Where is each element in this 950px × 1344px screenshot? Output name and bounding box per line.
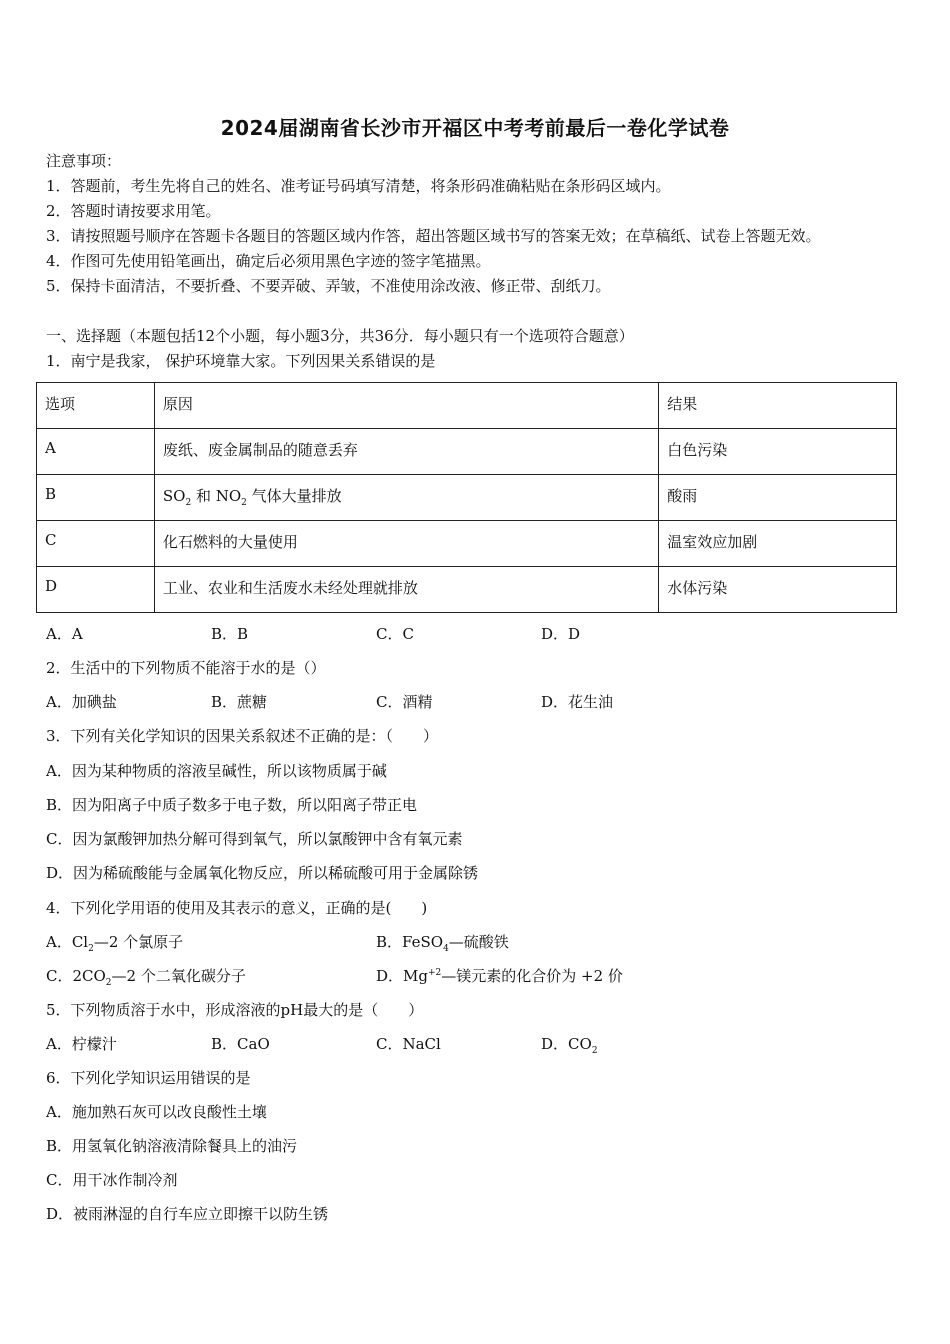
- subscript: 4: [443, 944, 449, 954]
- row-result: 白色污染: [659, 429, 897, 475]
- option-text: A．Cl: [46, 933, 89, 951]
- q6-option-b: B．用氢氧化钠溶液清除餐具上的油污: [46, 1137, 298, 1155]
- table-row: [37, 429, 897, 475]
- superscript: +2: [428, 968, 442, 978]
- q3-option-c: C．因为氯酸钾加热分解可得到氧气，所以氯酸钾中含有氧元素: [46, 830, 463, 848]
- q3-option-b: B．因为阳离子中质子数多于电子数，所以阳离子带正电: [46, 796, 418, 814]
- notice-item-4: 4．作图可先使用铅笔画出，确定后必须用黑色字迹的签字笔描黑。: [46, 252, 491, 270]
- q2-option-d: D．花生油: [541, 693, 614, 711]
- formula-text: 和 NO: [191, 487, 242, 505]
- formula-text: SO: [162, 487, 186, 505]
- q6-option-d: D．被雨淋湿的自行车应立即擦干以防生锈: [46, 1205, 329, 1223]
- row-option: C: [37, 521, 155, 567]
- q1-stem: 1．南宁是我家， 保护环境靠大家。下列因果关系错误的是: [46, 352, 436, 370]
- formula-text: 气体大量排放: [246, 487, 342, 505]
- q6-option-c: C．用干冰作制冷剂: [46, 1171, 178, 1189]
- q4-option-b: [376, 932, 509, 952]
- q5-option-b: B．CaO: [211, 1035, 270, 1053]
- header-cause: 原因: [154, 383, 658, 429]
- notice-heading: 注意事项：: [46, 152, 122, 170]
- q6-option-a: A．施加熟石灰可以改良酸性土壤: [46, 1103, 267, 1121]
- notice-item-3: 3．请按照题号顺序在答题卡各题目的答题区域内作答，超出答题区域书写的答案无效；在草稿纸、试卷上答题无效。: [46, 227, 821, 245]
- row-result: 酸雨: [659, 475, 897, 521]
- row-option: D: [37, 567, 155, 613]
- subscript: 2: [591, 1046, 598, 1056]
- q2-stem: 2．生活中的下列物质不能溶于水的是（）: [46, 659, 326, 677]
- row-cause: [154, 475, 658, 521]
- notice-item-1: 1．答题前，考生先将自己的姓名、准考证号码填写清楚，将条形码准确粘贴在条形码区域内。: [46, 177, 671, 195]
- option-text: B．FeSO: [376, 933, 444, 951]
- notice-item-2: 2．答题时请按要求用笔。: [46, 202, 221, 220]
- row-result: 温室效应加剧: [659, 521, 897, 567]
- q4-option-d: [376, 966, 623, 986]
- option-text: —2 个二氧化碳分子: [111, 967, 246, 985]
- q1-option-b: B．B: [211, 625, 249, 643]
- q3-option-a: A．因为某种物质的溶液呈碱性，所以该物质属于碱: [46, 762, 387, 780]
- table-row: [37, 521, 897, 567]
- q4-option-a: [46, 932, 183, 952]
- q4-option-c: [46, 966, 246, 986]
- q1-option-d: D．D: [541, 625, 581, 643]
- option-text: —镁元素的化合价为 +2 价: [441, 967, 623, 985]
- q5-option-d: [541, 1034, 598, 1054]
- q2-option-c: C．酒精: [376, 693, 433, 711]
- option-text: C．2CO: [46, 967, 106, 985]
- subscript: 2: [88, 944, 94, 954]
- q1-option-a: A．A: [46, 625, 83, 643]
- exam-title: 2024届湖南省长沙市开福区中考考前最后一卷化学试卷: [220, 116, 730, 140]
- q3-option-d: D．因为稀硫酸能与金属氧化物反应，所以稀硫酸可用于金属除锈: [46, 864, 479, 882]
- q1-table: [36, 382, 897, 613]
- notice-item-5: 5．保持卡面清洁，不要折叠、不要弄破、弄皱，不准使用涂改液、修正带、刮纸刀。: [46, 277, 611, 295]
- row-option: A: [37, 429, 155, 475]
- option-text: D．CO: [541, 1035, 592, 1053]
- q5-stem: 5．下列物质溶于水中，形成溶液的pH最大的是（ ）: [46, 1001, 424, 1019]
- subscript: 2: [241, 498, 247, 508]
- row-result: 水体污染: [659, 567, 897, 613]
- q2-option-b: B．蔗糖: [211, 693, 268, 711]
- q5-option-a: A．柠檬汁: [46, 1035, 117, 1053]
- option-text: D．Mg: [376, 967, 428, 985]
- header-result: 结果: [659, 383, 897, 429]
- subscript: 2: [105, 978, 112, 988]
- row-cause: 化石燃料的大量使用: [154, 521, 658, 567]
- header-option: 选项: [37, 383, 155, 429]
- q1-option-c: C．C: [376, 625, 414, 643]
- row-cause: 废纸、废金属制品的随意丢弃: [154, 429, 658, 475]
- subscript: 2: [185, 498, 192, 508]
- q3-stem: 3．下列有关化学知识的因果关系叙述不正确的是：（ ）: [46, 727, 439, 745]
- table-row: [37, 475, 897, 521]
- row-option: B: [37, 475, 155, 521]
- q6-stem: 6．下列化学知识运用错误的是: [46, 1069, 251, 1087]
- q5-option-c: C．NaCl: [376, 1035, 441, 1053]
- section-heading: 一、选择题（本题包括12个小题，每小题3分，共36分．每小题只有一个选项符合题意）: [46, 327, 634, 345]
- row-cause: 工业、农业和生活废水未经处理就排放: [154, 567, 658, 613]
- option-text: —2 个氯原子: [93, 933, 184, 951]
- option-text: —硫酸铁: [448, 933, 509, 951]
- q2-option-a: A．加碘盐: [46, 693, 117, 711]
- table-row: [37, 567, 897, 613]
- q4-stem: 4．下列化学用语的使用及其表示的意义，正确的是( ): [46, 899, 428, 917]
- table-header-row: [37, 383, 897, 429]
